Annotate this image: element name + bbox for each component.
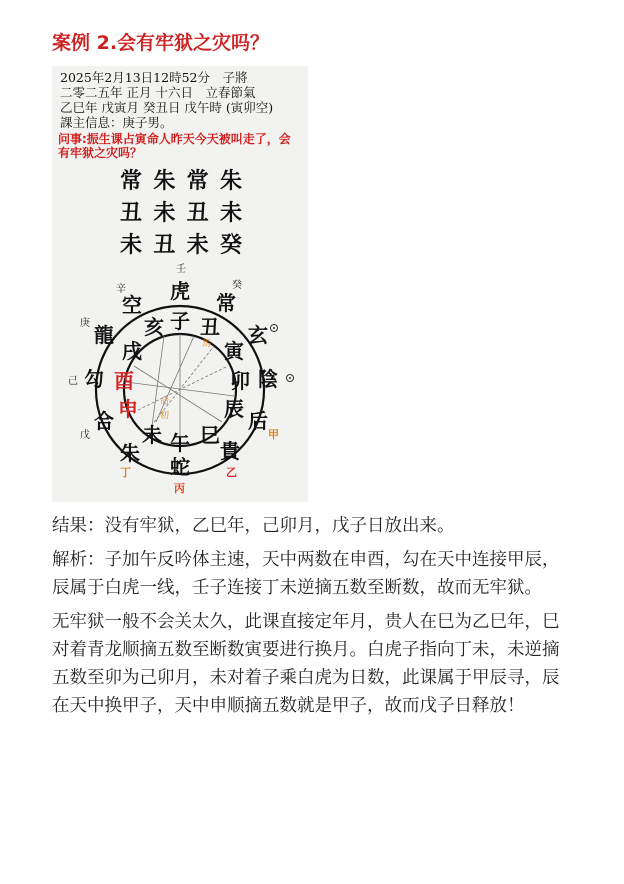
card-date-line: 2025年2月13日12時52分 子將 bbox=[60, 70, 248, 85]
stem-top-left: 辛 bbox=[116, 284, 126, 295]
god-bottom-right: 貴 bbox=[220, 439, 240, 463]
heaven-earth-wheel bbox=[52, 66, 308, 502]
god-left-up: 龍 bbox=[94, 323, 114, 347]
branch-top-left: 亥 bbox=[144, 315, 164, 339]
branch-left: 酉 bbox=[114, 369, 134, 393]
branch-top: 子 bbox=[170, 309, 190, 333]
paragraph-detail: 无牢狱一般不会关太久，此课直接定年月，贵人在巳为乙巳年，巳对着青龙顺摘五数至断数寅要进行换月。白虎子指向丁未，未逆摘五数至卯为己卯月，未对着子乘白虎为日数，此课属于甲辰寻，辰在天中换甲子，天中申顺摘五数就是甲子，故而戊子日释放！ bbox=[52, 612, 560, 716]
lesson-cell: 朱 bbox=[219, 168, 242, 194]
marker-dot-icon bbox=[289, 377, 291, 379]
lesson-cell: 未 bbox=[119, 232, 142, 258]
orange-mark: 命 bbox=[160, 397, 170, 407]
marker-dot-icon bbox=[273, 327, 275, 329]
branch-left-up: 戌 bbox=[122, 339, 142, 363]
lesson-cell: 丑 bbox=[119, 200, 142, 226]
branch-bottom-left: 未 bbox=[142, 423, 162, 447]
card-subject-line: 課主信息：庚子男。 bbox=[60, 115, 173, 130]
god-bottom-left: 朱 bbox=[120, 441, 140, 465]
divination-card bbox=[52, 66, 308, 502]
stem-left-down: 戊 bbox=[80, 430, 90, 441]
lesson-cell: 常 bbox=[119, 168, 142, 194]
branch-right-down: 辰 bbox=[224, 397, 244, 421]
branch-top-right: 丑 bbox=[200, 315, 220, 339]
orange-mark: 馬 bbox=[202, 339, 212, 349]
lesson-cell: 丑 bbox=[186, 200, 209, 226]
stem-top-right: 癸 bbox=[232, 280, 242, 291]
page-title: 案例 2.会有牢狱之灾吗？ bbox=[52, 32, 270, 54]
lesson-cell: 未 bbox=[186, 232, 209, 258]
red-mark-ding: 丁 bbox=[120, 466, 131, 479]
lesson-cell: 未 bbox=[219, 200, 242, 226]
article-body bbox=[52, 512, 572, 726]
lesson-cell: 癸 bbox=[219, 232, 242, 258]
god-left-down: 合 bbox=[94, 409, 114, 433]
orange-mark: 初 bbox=[160, 411, 170, 421]
paragraph-analysis: 解析：子加午反吟体主速，天中两数在申酉，勾在天中连接甲辰，辰属于白虎一线，壬子连接丁未逆摘五数至断数，故而无牢狱。 bbox=[52, 550, 560, 598]
paragraph-result: 结果：没有牢狱，乙巳年，己卯月，戊子日放出来。 bbox=[52, 516, 455, 536]
card-ganzhi-line: 乙巳年 戊寅月 癸丑日 戊午時 (寅卯空) bbox=[60, 100, 274, 115]
red-mark-jia: 甲 bbox=[268, 428, 279, 441]
card-question: 问事:振生课占寅命人昨天今天被叫走了，会有牢狱之灾吗？ bbox=[58, 132, 291, 160]
god-bottom: 蛇 bbox=[170, 455, 190, 479]
god-top-right: 常 bbox=[216, 291, 236, 315]
branch-right: 卯 bbox=[230, 369, 250, 393]
god-left: 勾 bbox=[84, 367, 104, 391]
card-lunar-line: 二零二五年 正月 十六日 立春節氣 bbox=[60, 85, 256, 100]
lesson-cell: 常 bbox=[186, 168, 209, 194]
god-top-left: 空 bbox=[122, 293, 142, 317]
branch-bottom: 午 bbox=[170, 431, 190, 455]
god-top: 虎 bbox=[170, 279, 190, 303]
branch-right-up: 寅 bbox=[224, 339, 244, 363]
branch-left-down: 申 bbox=[118, 397, 138, 421]
lesson-cell: 朱 bbox=[153, 168, 176, 194]
lesson-cell: 丑 bbox=[153, 232, 176, 258]
red-mark-yi: 乙 bbox=[226, 466, 237, 479]
stem-top: 壬 bbox=[176, 264, 186, 275]
god-right-down: 后 bbox=[248, 409, 268, 433]
lesson-cell: 未 bbox=[153, 200, 176, 226]
stem-left: 己 bbox=[68, 376, 78, 387]
stem-left-up: 庚 bbox=[80, 318, 90, 329]
god-right-up: 玄 bbox=[248, 323, 268, 347]
god-right: 陰 bbox=[258, 367, 278, 391]
branch-bottom-right: 巳 bbox=[200, 423, 220, 447]
red-mark-bing: 丙 bbox=[174, 482, 185, 495]
